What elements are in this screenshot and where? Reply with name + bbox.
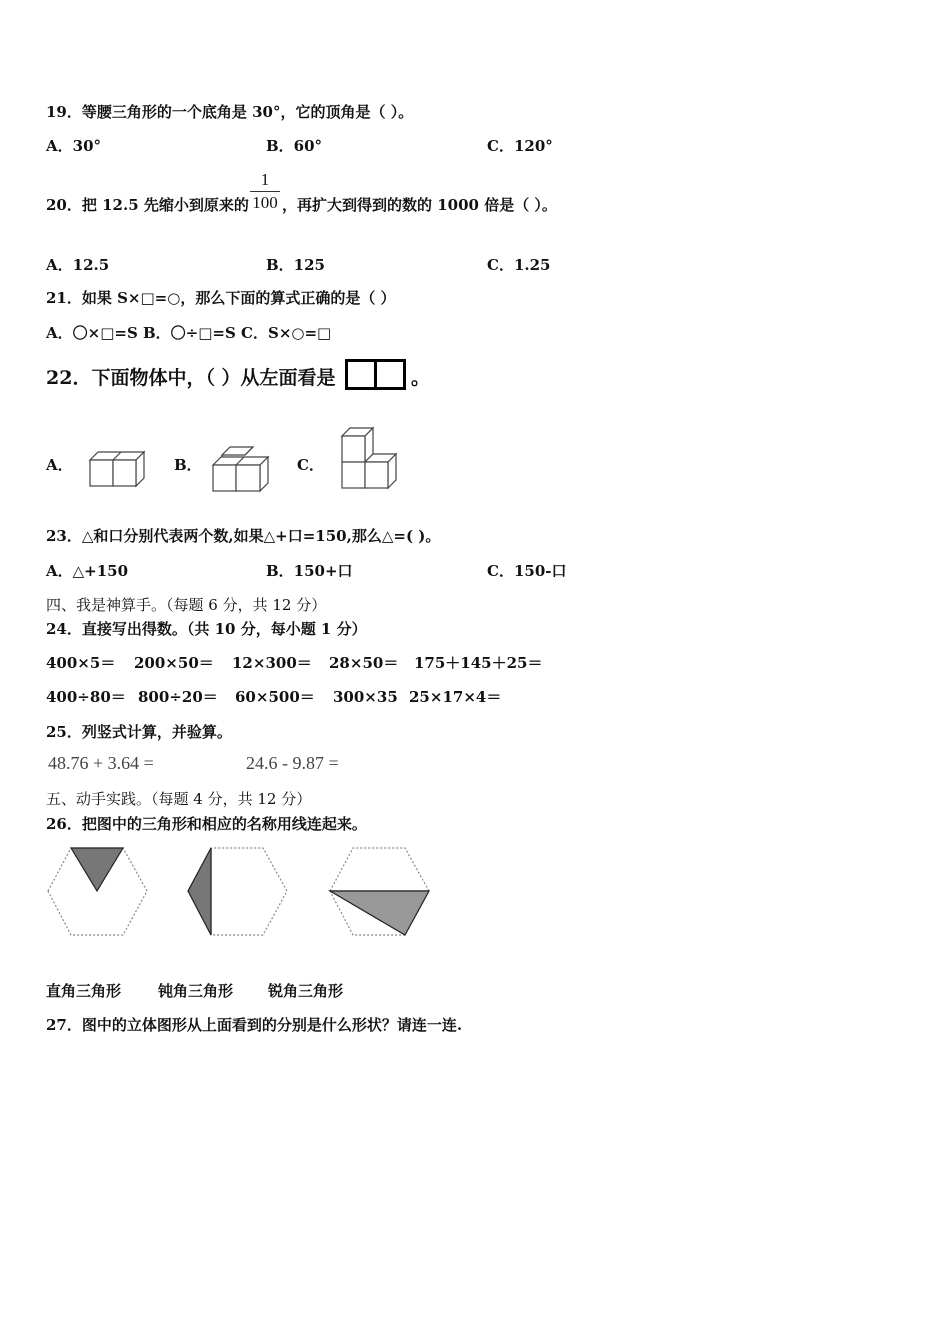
q26-name-acute-triangle[interactable]: 锐角三角形 [268, 982, 344, 1000]
q23-option-b[interactable]: B．150+口 [266, 562, 353, 580]
q20-fraction [250, 171, 280, 212]
q26-name-right-triangle[interactable]: 直角三角形 [46, 982, 122, 1000]
q20-option-c[interactable]: C．1.25 [487, 256, 551, 274]
q23-text: 23．△和口分别代表两个数,如果△+口=150,那么△=( )。 [46, 527, 441, 545]
q24-item: 175＋145＋25＝ [414, 654, 543, 672]
q22-option-a-label[interactable]: A． [46, 456, 73, 474]
q22-option-b-figure[interactable] [210, 443, 272, 493]
q25-expression-1: 48.76 + 3.64 = [48, 753, 154, 773]
q20-fraction-denominator: 100 [252, 193, 278, 212]
q23-option-c[interactable]: C．150-口 [487, 562, 567, 580]
q22-option-b-label[interactable]: B． [174, 456, 202, 474]
q19-text: 19．等腰三角形的一个底角是 30°，它的顶角是（ ）。 [46, 103, 414, 121]
q25-expression-2: 24.6 - 9.87 = [246, 753, 339, 773]
q25-text: 25．列竖式计算，并验算。 [46, 723, 232, 741]
q24-text: 24．直接写出得数。（共 10 分，每小题 1 分） [46, 620, 367, 638]
q26-hexagon-2[interactable] [186, 846, 290, 938]
q22-text-before: 22．下面物体中，（ ）从左面看是 [46, 367, 336, 389]
q21-options[interactable]: A．〇×□=S B．〇÷□=S C．S×○=□ [46, 324, 332, 342]
q24-item: 400÷80＝ [46, 688, 126, 706]
q24-item: 400×5＝ [46, 654, 116, 672]
q19-option-c[interactable]: C．120° [487, 137, 553, 155]
q26-name-obtuse-triangle[interactable]: 钝角三角形 [158, 982, 234, 1000]
q24-item: 12×300＝ [232, 654, 312, 672]
q22-option-c-figure[interactable] [338, 424, 400, 490]
q26-hexagon-3[interactable] [328, 846, 432, 938]
q22-option-a-figure[interactable] [86, 448, 148, 490]
q26-hexagon-1[interactable] [46, 846, 150, 938]
q20-option-b[interactable]: B．125 [266, 256, 325, 274]
q22-text-after: 。 [411, 367, 431, 389]
section5-heading: 五、动手实践。（每题 4 分，共 12 分） [46, 790, 312, 808]
q24-item: 28×50＝ [329, 654, 399, 672]
q24-item: 25×17×4＝ [409, 688, 502, 706]
q23-option-a[interactable]: A．△+150 [46, 562, 129, 580]
q20-fraction-bar [250, 191, 280, 192]
q20-fraction-numerator: 1 [260, 170, 270, 189]
q27-text: 27．图中的立体图形从上面看到的分别是什么形状？请连一连. [46, 1016, 463, 1034]
q24-item: 200×50＝ [134, 654, 214, 672]
q24-item: 300×35 [333, 688, 398, 706]
q22-option-c-label[interactable]: C． [297, 456, 324, 474]
q19-option-b[interactable]: B．60° [266, 137, 323, 155]
section4-heading: 四、我是神算手。（每题 6 分，共 12 分） [46, 596, 327, 614]
q24-item: 60×500＝ [235, 688, 315, 706]
q22-left-view-figure [345, 359, 407, 391]
q20-option-a[interactable]: A．12.5 [46, 256, 110, 274]
q24-item: 800÷20＝ [138, 688, 218, 706]
q20-text-after: ，再扩大到得到的数的 1000 倍是（ ）。 [282, 196, 557, 214]
q21-text: 21．如果 S×□=○，那么下面的算式正确的是（ ） [46, 289, 396, 307]
q20-text-before: 20．把 12.5 先缩小到原来的 [46, 196, 249, 214]
q26-text: 26．把图中的三角形和相应的名称用线连起来。 [46, 815, 367, 833]
q19-option-a[interactable]: A．30° [46, 137, 102, 155]
